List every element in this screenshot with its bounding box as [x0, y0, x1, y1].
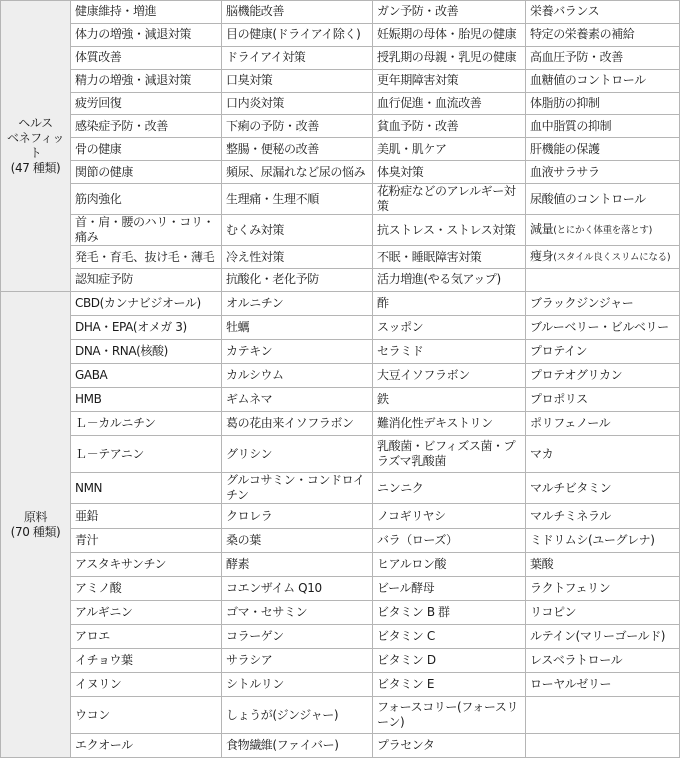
table-cell: カルシウム — [222, 364, 373, 388]
table-cell: 血行促進・血流改善 — [373, 92, 526, 115]
table-cell: グリシン — [222, 436, 373, 473]
table-cell: 更年期障害対策 — [373, 69, 526, 92]
cell-note: (スタイル良くスリムになる) — [553, 252, 671, 264]
table-row — [1, 161, 680, 184]
table-cell: 肝機能の保護 — [526, 138, 680, 161]
table-cell: サラシア — [222, 649, 373, 673]
cell-text: 減量 — [530, 222, 554, 237]
table-cell: ウコン — [71, 697, 222, 734]
table-cell: HMB — [71, 388, 222, 412]
table-cell: ラクトフェリン — [526, 576, 680, 600]
table-cell: フォースコリー(フォースリーン) — [373, 697, 526, 734]
table-cell: ビタミン C — [373, 624, 526, 648]
table-cell: 不眠・睡眠障害対策 — [373, 246, 526, 269]
table-cell: 血中脂質の抑制 — [526, 115, 680, 138]
table-cell: ノコギリヤシ — [373, 504, 526, 528]
table-cell: 整腸・便秘の改善 — [222, 138, 373, 161]
table-row — [1, 316, 680, 340]
table-row — [1, 184, 680, 215]
table-cell: 骨の健康 — [71, 138, 222, 161]
table-cell: 体脂肪の抑制 — [526, 92, 680, 115]
table-cell: オルニチン — [222, 291, 373, 315]
table-cell: カテキン — [222, 340, 373, 364]
table-cell: ヒアルロン酸 — [373, 552, 526, 576]
table-cell — [526, 269, 680, 292]
table-cell: プロポリス — [526, 388, 680, 412]
table-cell: エクオール — [71, 734, 222, 758]
table-cell: グルコサミン・コンドロイチン — [222, 473, 373, 504]
table-cell — [526, 246, 680, 269]
table-cell: 脳機能改善 — [222, 1, 373, 24]
table-cell: アスタキサンチン — [71, 552, 222, 576]
table-cell: Ｌ－テアニン — [71, 436, 222, 473]
table-row — [1, 388, 680, 412]
table-cell: リコピン — [526, 600, 680, 624]
table-cell: 頻尿、尿漏れなど尿の悩み — [222, 161, 373, 184]
table-row — [1, 23, 680, 46]
table-cell: プロテイン — [526, 340, 680, 364]
table-cell: マルチミネラル — [526, 504, 680, 528]
table-cell: 体臭対策 — [373, 161, 526, 184]
table-row — [1, 673, 680, 697]
table-cell: ミドリムシ(ユーグレナ) — [526, 528, 680, 552]
table-row — [1, 340, 680, 364]
table-cell: 血糖値のコントロール — [526, 69, 680, 92]
table-row — [1, 269, 680, 292]
table-row — [1, 69, 680, 92]
table-cell: コラーゲン — [222, 624, 373, 648]
table-cell: NMN — [71, 473, 222, 504]
table-cell: むくみ対策 — [222, 215, 373, 246]
table-cell: バラ（ローズ） — [373, 528, 526, 552]
table-cell: クロレラ — [222, 504, 373, 528]
cell-note: (とにかく体重を落とす) — [553, 225, 653, 237]
table-row — [1, 436, 680, 473]
table-cell: 口内炎対策 — [222, 92, 373, 115]
health-category-label-line1: ヘルス — [18, 115, 53, 130]
table-cell: 酵素 — [222, 552, 373, 576]
table-cell: しょうが(ジンジャー) — [222, 697, 373, 734]
table-cell: ビタミン E — [373, 673, 526, 697]
cell-text: 痩身 — [530, 249, 554, 264]
table-cell: 生理痛・生理不順 — [222, 184, 373, 215]
table-cell: ビール酵母 — [373, 576, 526, 600]
table-row — [1, 473, 680, 504]
table-cell: 高血圧予防・改善 — [526, 46, 680, 69]
table-cell: プロテオグリカン — [526, 364, 680, 388]
table-cell: イヌリン — [71, 673, 222, 697]
table-cell: GABA — [71, 364, 222, 388]
table-cell: イチョウ葉 — [71, 649, 222, 673]
table-row — [1, 138, 680, 161]
table-row — [1, 412, 680, 436]
table-cell: 血液サラサラ — [526, 161, 680, 184]
table-cell — [526, 734, 680, 758]
table-row — [1, 649, 680, 673]
table-row — [1, 115, 680, 138]
table-cell: Ｌ－カルニチン — [71, 412, 222, 436]
table-row — [1, 697, 680, 734]
health-benefit-category-cell — [1, 1, 71, 292]
table-cell: 栄養バランス — [526, 1, 680, 24]
table-cell: 感染症予防・改善 — [71, 115, 222, 138]
table-cell: 体力の増強・減退対策 — [71, 23, 222, 46]
table-cell: 妊娠期の母体・胎児の健康 — [373, 23, 526, 46]
table-cell: 発毛・育毛、抜け毛・薄毛 — [71, 246, 222, 269]
table-cell: CBD(カンナビジオール) — [71, 291, 222, 315]
table-cell: アミノ酸 — [71, 576, 222, 600]
table-cell: スッポン — [373, 316, 526, 340]
table-cell: ビタミン D — [373, 649, 526, 673]
table-cell: 認知症予防 — [71, 269, 222, 292]
table-row — [1, 291, 680, 315]
table-cell — [526, 215, 680, 246]
ingredient-category-count: (70 種類) — [10, 524, 61, 539]
table-cell: 目の健康(ドライアイ除く) — [222, 23, 373, 46]
table-cell: セラミド — [373, 340, 526, 364]
table-cell: レスベラトロール — [526, 649, 680, 673]
table-row — [1, 576, 680, 600]
table-cell: 健康維持・増進 — [71, 1, 222, 24]
table-row — [1, 624, 680, 648]
table-cell: 難消化性デキストリン — [373, 412, 526, 436]
table-cell: コエンザイム Q10 — [222, 576, 373, 600]
table-cell: 体質改善 — [71, 46, 222, 69]
table-cell: 酢 — [373, 291, 526, 315]
table-cell: ゴマ・セサミン — [222, 600, 373, 624]
table-cell: ローヤルゼリー — [526, 673, 680, 697]
table-cell: 貧血予防・改善 — [373, 115, 526, 138]
table-row — [1, 364, 680, 388]
table-row — [1, 528, 680, 552]
table-row — [1, 1, 680, 24]
table-cell: DHA・EPA(オメガ 3) — [71, 316, 222, 340]
table-cell: ニンニク — [373, 473, 526, 504]
table-cell: マルチビタミン — [526, 473, 680, 504]
table-cell: ルテイン(マリーゴールド) — [526, 624, 680, 648]
table-row — [1, 504, 680, 528]
table-row — [1, 600, 680, 624]
table-cell: 花粉症などのアレルギー対策 — [373, 184, 526, 215]
table-cell: 鉄 — [373, 388, 526, 412]
table-cell: 青汁 — [71, 528, 222, 552]
table-cell: マカ — [526, 436, 680, 473]
health-category-label-line2: ベネフィット — [6, 130, 65, 160]
table-row — [1, 734, 680, 758]
table-cell: 特定の栄養素の補給 — [526, 23, 680, 46]
table-row — [1, 246, 680, 269]
table-cell: 尿酸値のコントロール — [526, 184, 680, 215]
table-cell: 亜鉛 — [71, 504, 222, 528]
table-cell — [526, 697, 680, 734]
table-cell: 抗酸化・老化予防 — [222, 269, 373, 292]
table-cell: 食物繊維(ファイバー) — [222, 734, 373, 758]
table-cell: 葛の花由来イソフラボン — [222, 412, 373, 436]
table-cell: 牡蠣 — [222, 316, 373, 340]
table-cell: 桑の葉 — [222, 528, 373, 552]
table-cell: 筋肉強化 — [71, 184, 222, 215]
table-cell: 葉酸 — [526, 552, 680, 576]
table-cell: アロエ — [71, 624, 222, 648]
table-cell: 疲労回復 — [71, 92, 222, 115]
table-cell: 関節の健康 — [71, 161, 222, 184]
table-cell: 乳酸菌・ビフィズス菌・プラズマ乳酸菌 — [373, 436, 526, 473]
health-category-count: (47 種類) — [10, 160, 61, 175]
table-cell: 首・肩・腰のハリ・コリ・痛み — [71, 215, 222, 246]
ingredient-category-label: 原料 — [23, 509, 48, 524]
table-cell: 口臭対策 — [222, 69, 373, 92]
table-cell: 大豆イソフラボン — [373, 364, 526, 388]
table-cell: DNA・RNA(核酸) — [71, 340, 222, 364]
table-cell: アルギニン — [71, 600, 222, 624]
table-row — [1, 92, 680, 115]
table-cell: ブラックジンジャー — [526, 291, 680, 315]
table-cell: ポリフェノール — [526, 412, 680, 436]
table-cell: ビタミン B 群 — [373, 600, 526, 624]
table-cell: 活力増進(やる気アップ) — [373, 269, 526, 292]
table-cell: ギムネマ — [222, 388, 373, 412]
table-cell: プラセンタ — [373, 734, 526, 758]
table-cell: 抗ストレス・ストレス対策 — [373, 215, 526, 246]
table-cell: 美肌・肌ケア — [373, 138, 526, 161]
table-cell: 精力の増強・減退対策 — [71, 69, 222, 92]
table-cell: ガン予防・改善 — [373, 1, 526, 24]
table-row — [1, 552, 680, 576]
table-cell: 授乳期の母親・乳児の健康 — [373, 46, 526, 69]
table-cell: 下痢の予防・改善 — [222, 115, 373, 138]
table-cell: 冷え性対策 — [222, 246, 373, 269]
ingredient-category-cell — [1, 291, 71, 757]
table-cell: ブルーベリー・ビルベリー — [526, 316, 680, 340]
table-cell: シトルリン — [222, 673, 373, 697]
table-row — [1, 46, 680, 69]
table-row — [1, 215, 680, 246]
table-cell: ドライアイ対策 — [222, 46, 373, 69]
